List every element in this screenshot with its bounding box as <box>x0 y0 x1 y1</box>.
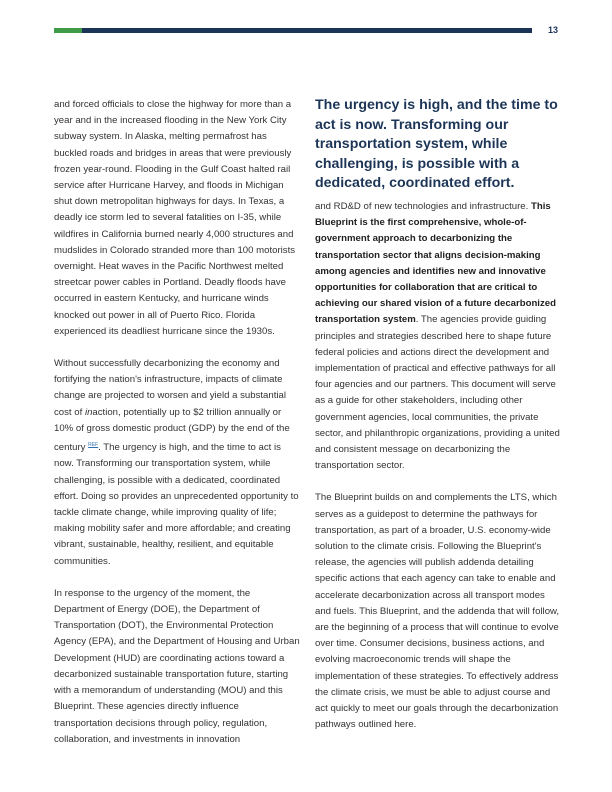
left-paragraph-3: In response to the urgency of the moment, the Department of Energy (DOE), the Department of Transportation (DOT), the Environmental Protection Agency (EPA), and the Department of Housing and Urban Development (HUD) are coordinating actions toward a decarbonized sustainable transportation future, starting with a memorandum of understanding (MOU) and this Blueprint. These agencies directly influence transportation decisions through policy, regulation, collaboration, and investments in innovation <box>54 587 300 745</box>
right-p1-bold: This Blueprint is the first comprehensive, whole-of-government approach to decarbonizing the transportation sector that aligns decision-making among agencies and identifies new and innovative opportunities for collaboration that are critical to achieving our shared vision of a future decarbonized transportation system <box>315 201 556 326</box>
header-bar <box>54 28 532 33</box>
header-bar-navy <box>82 28 532 33</box>
left-p2-text-a: Without successfully decarbonizing the economy and fortifying the nation's infrastructure, impacts of climate change are projected to worsen and yield a substantial cost of <box>54 358 286 418</box>
right-p1-text-b: . The agencies provide guiding principles and strategies described here to shape future federal policies and actions direct the development and implementation of practical and effective pathways for all four agencies and our partners. This document will serve as a guide for other stakeholders, including other government agencies, local communities, the private sector, and philanthropic organizations, providing a united and consistent message on decarbonizing the transportation sector. <box>315 314 560 472</box>
left-column <box>54 97 300 748</box>
header-bar-green <box>54 28 82 33</box>
right-p1-text-a: and RD&D of new technologies and infrastructure. <box>315 201 531 212</box>
reference-link[interactable]: REF <box>88 442 99 449</box>
pull-quote: The urgency is high, and the time to act is now. Transforming our transportation system, while challenging, is possible with a dedicated, coordinated effort. <box>315 97 558 192</box>
right-paragraph-2: The Blueprint builds on and complements the LTS, which serves as a guidepost to determine the pathways for transportation, as part of a broader, U.S. economy-wide solution to the climate crisis. Following the Blueprint's release, the agencies will publish addenda detailing specific actions that each agency can take to enable and accelerate decarbonization across all transport modes and fuels. This Blueprint, and the addenda that will follow, are the beginning of a process that will continue to evolve over time. Consumer decisions, business actions, and evolving macroeconomic trends will shape the implementation of these strategies. To effectively address the climate crisis, we must be able to adjust course and act quickly to meet our goals through the decarbonization pathways outlined here. <box>315 492 560 731</box>
left-p2-italic: in <box>84 406 93 418</box>
left-p2-text-c: . The urgency is high, and the time to act is now. Transforming our transportation system, while challenging, is possible with a dedicated, coordinated effort. Doing so provides an unprecedented opportunity to tackle climate change, while improving quality of life; making mobility safer and more affordable; and creating vibrant, sustainable, healthy, resilient, and equitable communities. <box>54 442 299 567</box>
right-paragraph-1 <box>315 199 561 474</box>
left-paragraph-1: and forced officials to close the highway for more than a year and in the increased flooding in the New York City subway system. In Alaska, melting permafrost has buckled roads and bridges in areas that were previously frozen year-round. Flooding in the Gulf Coast halted rail service after Hurricane Harvey, and floods in Michigan shut down metropolitan highways for days. In Texas, a deadly ice storm led to several fatalities on I-35, while wildfires in California burned nearly 4,000 structures and mudslides in Colorado stranded more than 100 motorists overnight. Heat waves in the Pacific Northwest melted streetcar power cables in Portland. Deadly floods have occurred in eastern Kentucky, and hurricane winds knocked out power in all of Puerto Rico. Florida experienced its deadliest hurricane since the 1930s. <box>54 99 296 337</box>
left-paragraph-2 <box>54 356 300 570</box>
right-column <box>315 199 561 734</box>
page-number: 13 <box>548 25 559 35</box>
left-p2-text-b: action, potentially up to $2 trillion annually or 10% of gross domestic product (GDP) by the end of the century <box>54 406 290 454</box>
